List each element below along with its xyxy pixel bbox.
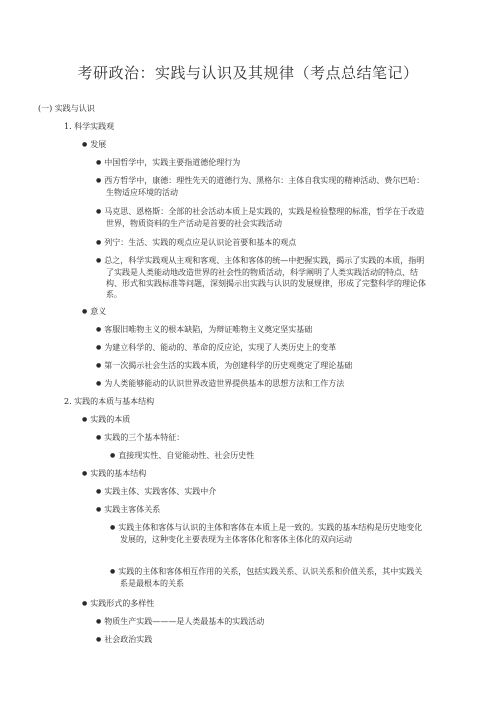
bullet-structure-2: ● 实践主客体关系 <box>96 504 160 516</box>
bullet-dev-2: ● 西方哲学中，康德：理性先天的道德行为、黑格尔：主体自我实现的精神活动、费尔巴哈：生物适应环境的活动 <box>96 175 428 198</box>
bullet-forms: ● 实践形式的多样性 <box>82 598 154 610</box>
bullet-sig-4: ● 为人类能够能动的认识世界改造世界提供基本的思想方法和工作方法 <box>96 378 344 390</box>
bullet-dev-1: ● 中国哲学中，实践主要指道德伦理行为 <box>96 157 240 169</box>
bullet-relation-1: ● 实践主体和客体与认识的主体和客体在本质上是一致的。实践的基本结构是历史地变化发展的，这种变化主要表现为主体客体化和客体主体化的双向运动 <box>110 522 430 545</box>
bullet-essence: ● 实践的本质 <box>82 414 130 426</box>
bullet-dev-4: ● 列宁：生活、实践的观点应是认识论首要和基本的观点 <box>96 237 296 249</box>
bullet-structure: ● 实践的基本结构 <box>82 468 146 480</box>
subsection-heading-1: 1. 科学实践观 <box>64 122 115 131</box>
bullet-three-features: ● 实践的三个基本特征： <box>96 432 184 444</box>
subsection-heading-2: 2. 实践的本质与基本结构 <box>64 397 155 406</box>
bullet-sig-3: ● 第一次揭示社会生活的实践本质，为创建科学的历史观奠定了理论基础 <box>96 360 352 372</box>
bullet-dev-3: ● 马克思、恩格斯：全部的社会活动本质上是实践的，实践是检验整理的标准，哲学在于改造世界，物质资料的生产活动是首要的社会实践活动 <box>96 206 428 229</box>
bullet-relation-2: ● 实践的主体和客体相互作用的关系，包括实践关系、认识关系和价值关系，其中实践关系是最根本的关系 <box>110 566 430 589</box>
bullet-significance: ● 意义 <box>82 306 106 318</box>
bullet-three-features-list: ● 直接现实性、自觉能动性、社会历史性 <box>110 450 254 462</box>
bullet-form-2: ● 社会政治实践 <box>96 634 152 646</box>
bullet-sig-1: ● 客服旧唯物主义的根本缺陷，为辩证唯物主义奠定坚实基础 <box>96 324 312 336</box>
bullet-dev-5: ● 总之，科学实践观从主观和客观、主体和客体的统—中把握实践，揭示了实践的本质，指明了实践是人类能动地改造世界的社会性的物质活动，科学阐明了人类实践活动的特点、结构、形式和实践标准等问题，深刻揭示出实践与认识的发展规律，形成了完整科学的理论体系。 <box>96 255 428 300</box>
bullet-sig-2: ● 为建立科学的、能动的、革命的反应论，实现了人类历史上的变革 <box>96 342 336 354</box>
bullet-development: ● 发展 <box>82 139 106 151</box>
bullet-form-1: ● 物质生产实践———是人类最基本的实践活动 <box>96 616 264 628</box>
page-title: 考研政治：实践与认识及其规律（考点总结笔记） <box>77 64 419 82</box>
bullet-structure-1: ● 实践主体、实践客体、实践中介 <box>96 486 216 498</box>
section-heading: (一) 实践与认识 <box>38 104 95 113</box>
